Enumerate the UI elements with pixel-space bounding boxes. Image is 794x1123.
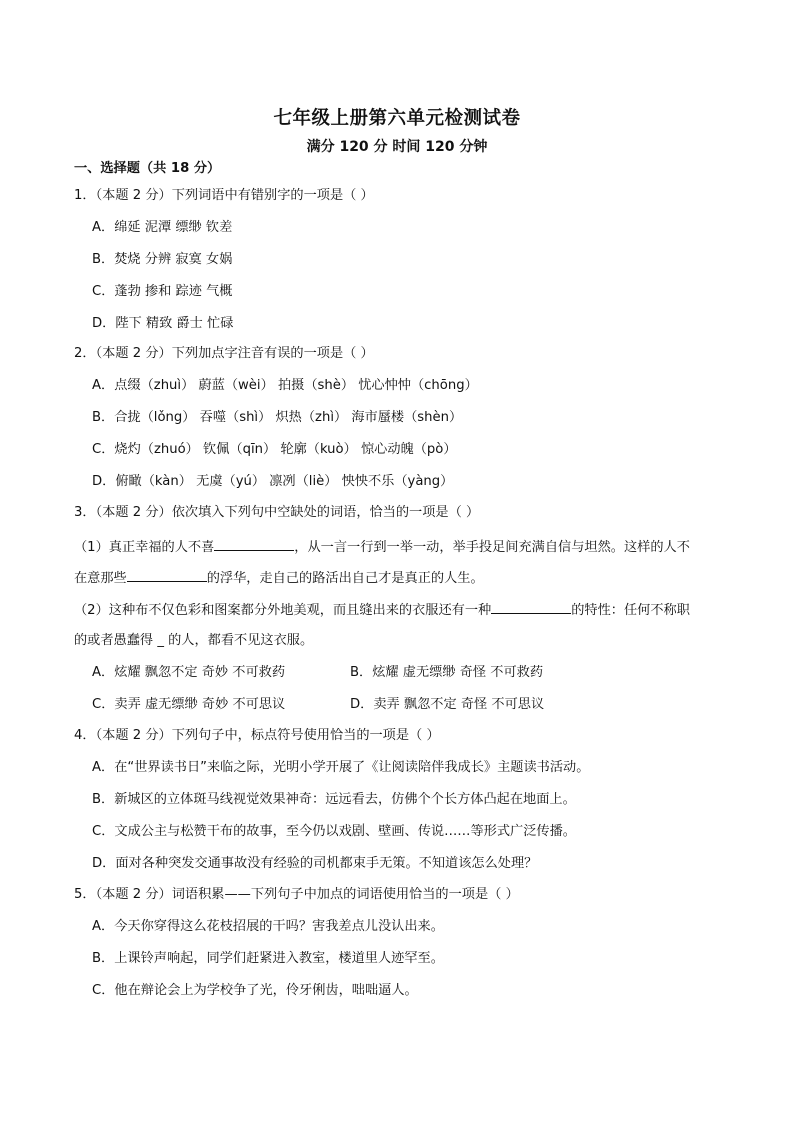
question-3-passage-1-line-2 [74,568,484,588]
passage-text: 在意那些 [74,571,127,586]
question-3-option-d: D．卖弄 飘忽不定 奇怪 不可思议 [350,697,545,712]
question-1-option-d: D．陛下 精致 爵士 忙碌 [92,316,234,331]
question-5-stem: 5．（本题 2 分）词语积累——下列句子中加点的词语使用恰当的一项是（ ） [74,887,519,902]
passage-text: ，从一言一行到一举一动，举手投足间充满自信与坦然。这样的人不 [294,540,690,555]
question-3-stem: 3．（本题 2 分）依次填入下列句中空缺处的词语，恰当的一项是（ ） [74,505,480,520]
question-3-option-c: C．卖弄 虚无缥缈 奇妙 不可思议 [92,697,286,712]
question-5-option-b: B．上课铃声响起，同学们赶紧进入教室，楼道里人迹罕至。 [92,951,444,966]
question-2-stem: 2．（本题 2 分）下列加点字注音有误的一项是（ ） [74,346,374,361]
question-4-stem: 4．（本题 2 分）下列句子中，标点符号使用恰当的一项是（ ） [74,728,440,743]
question-2-option-d: D．俯瞰（kàn） 无虞（yú） 凛冽（liè） 怏怏不乐（yàng） [92,474,454,489]
section-heading: 一、选择题（共 18 分） [74,161,221,176]
question-3-passage-2-line-1 [74,600,690,620]
question-4-option-b: B．新城区的立体斑马线视觉效果神奇：远远看去，仿佛个个长方体凸起在地面上。 [92,792,576,807]
question-1-option-c: C．蓬勃 掺和 踪迹 气概 [92,284,233,299]
question-4-option-d: D．面对各种突发交通事故没有经验的司机都束手无策。不知道该怎么处理？ [92,856,538,871]
page-subtitle: 满分 120 分 时间 120 分钟 [306,139,488,155]
question-2-option-c: C．烧灼（zhuó） 钦佩（qīn） 轮廓（kuò） 惊心动魄（pò） [92,442,457,457]
answer-blank [127,568,207,582]
question-1-option-b: B．焚烧 分辨 寂寞 女娲 [92,252,233,267]
question-3-passage-1-line-1 [74,537,690,557]
page-title: 七年级上册第六单元检测试卷 [273,108,521,129]
question-3-passage-2-line-2: 的或者愚蠢得 _ 的人，都看不见这衣服。 [74,633,314,648]
question-4-option-c: C．文成公主与松赞干布的故事，至今仍以戏剧、壁画、传说……等形式广泛传播。 [92,824,576,839]
question-3-option-b: B．炫耀 虚无缥缈 奇怪 不可救药 [350,665,544,680]
answer-blank [214,537,294,551]
question-5-option-a: A．今天你穿得这么花枝招展的干吗？害我差点儿没认出来。 [92,919,444,934]
question-5-option-c: C．他在辩论会上为学校争了光，伶牙俐齿，咄咄逼人。 [92,983,418,998]
answer-blank [491,600,571,614]
passage-text: 的特性：任何不称职 [571,603,690,618]
question-2-option-b: B．合拢（lǒng） 吞噬（shì） 炽热（zhì） 海市蜃楼（shèn） [92,410,463,425]
question-1-stem: 1．（本题 2 分）下列词语中有错别字的一项是（ ） [74,188,374,203]
question-3-option-a: A．炫耀 飘忽不定 奇妙 不可救药 [92,665,286,680]
question-2-option-a: A．点缀（zhuì） 蔚蓝（wèi） 拍摄（shè） 忧心忡忡（chōng） [92,378,478,393]
question-4-option-a: A．在“世界读书日”来临之际，光明小学开展了《让阅读陪伴我成长》主题读书活动。 [92,760,590,775]
passage-text: （2）这种布不仅色彩和图案都分外地美观，而且缝出来的衣服还有一种 [74,603,492,618]
passage-text: 的浮华，走自己的路活出自己才是真正的人生。 [206,571,484,586]
question-1-option-a: A．绵延 泥潭 缥缈 钦差 [92,220,233,235]
passage-text: （1）真正幸福的人不喜 [74,540,215,555]
